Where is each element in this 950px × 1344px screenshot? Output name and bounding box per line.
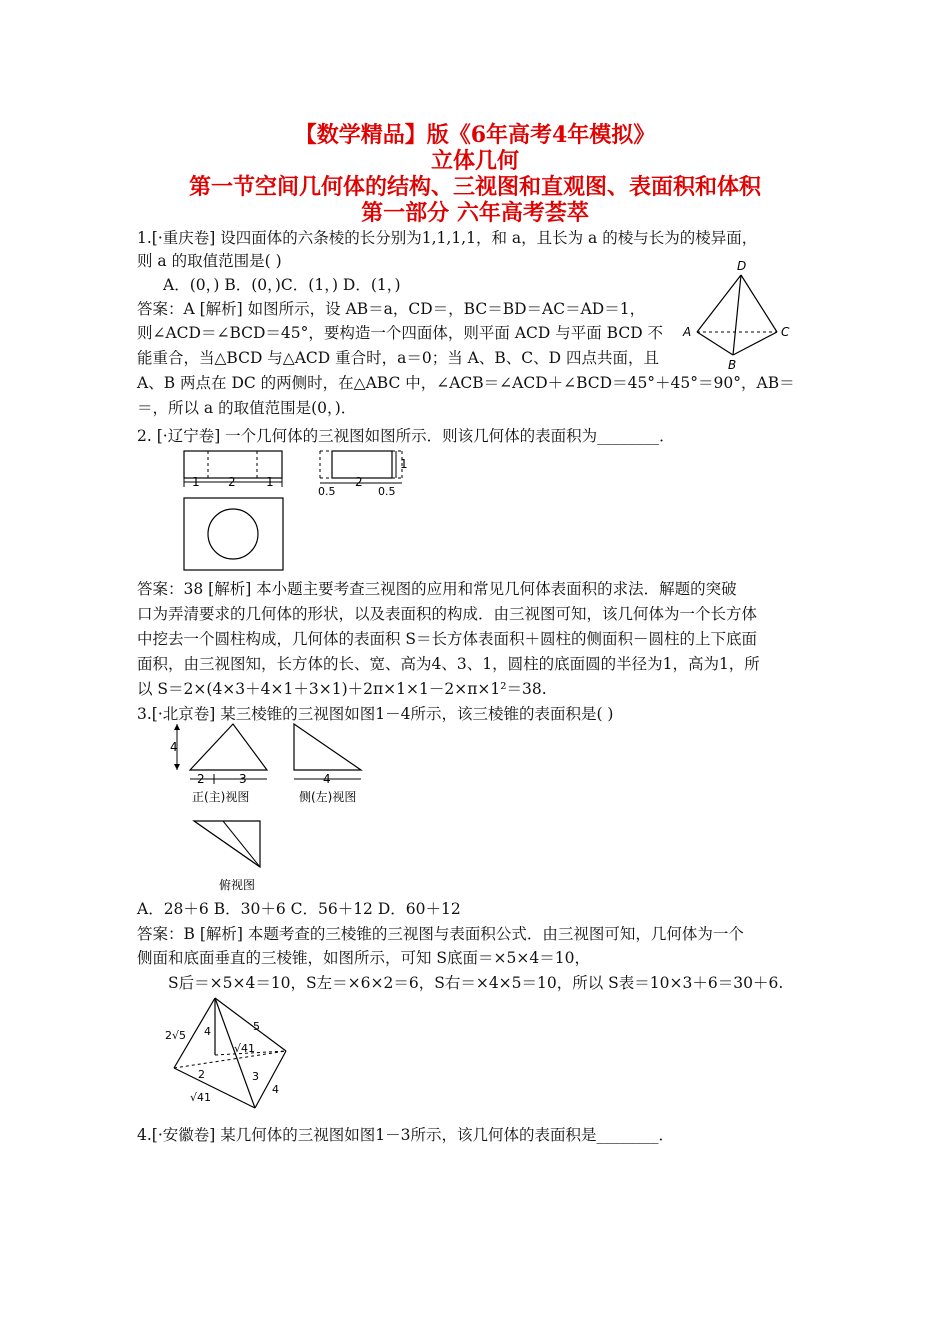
q2-dim-3: 1 [266, 475, 274, 489]
q3-dim-h: 4 [170, 740, 178, 754]
q3-edge-2r5: 2√5 [165, 1029, 187, 1042]
q2-answer-line3: 中挖去一个圆柱构成，几何体的表面积 S＝长方体表面积＋圆柱的侧面积－圆柱的上下底面 [137, 630, 758, 648]
q3-answer-line1: 答案：B [解析] 本题考查的三棱锥的三视图与表面积公式．由三视图可知，几何体为一个 [137, 925, 744, 943]
q3-dim-3: 3 [239, 772, 247, 786]
q2-dim-4: 0.5 [318, 485, 336, 498]
q3-dim-2: 2 [197, 772, 205, 786]
q1-answer-line2: 则∠ACD＝∠BCD＝45°，要构造一个四面体，则平面 ACD 与平面 BCD 不 [137, 324, 664, 342]
q3-answer-line3: S后＝×5×4＝10，S左＝×6×2＝6，S右＝×4×5＝10，所以 S表＝10×3＋6＝30＋6. [168, 974, 784, 992]
q3-answer-line2: 侧面和底面垂直的三棱锥，如图所示，可知 S底面＝×5×4＝10， [137, 949, 590, 967]
q3-edge-2: 2 [198, 1068, 205, 1081]
q1-answer-line1: 答案：A [解析] 如图所示，设 AB＝a，CD＝，BC＝BD＝AC＝AD＝1， [137, 300, 646, 318]
q2-answer-line1: 答案：38 [解析] 本小题主要考查三视图的应用和常见几何体表面积的求法．解题的突破 [137, 580, 737, 598]
q1-answer-line4: A、B 两点在 DC 的两侧时，在△ABC 中，∠ACB＝∠ACD＋∠BCD＝45°＋45°＝90°，AB＝ [137, 374, 795, 392]
q2-dim-6: 0.5 [378, 485, 396, 498]
q2-stem: 2. [·辽宁卷] 一个几何体的三视图如图所示．则该几何体的表面积为________． [137, 427, 675, 445]
section-title: 第一节空间几何体的结构、三视图和直观图、表面积和体积 [188, 174, 761, 200]
q3-edge-3: 3 [252, 1070, 259, 1083]
q1-answer-line3: 能重合，当△BCD 与△ACD 重合时，a＝0；当 A、B、C、D 四点共面，且 [137, 349, 659, 367]
q1-answer-line5: ＝，所以 a 的取值范围是(0，)． [137, 399, 357, 417]
q2-dim-h: 1 [400, 457, 408, 471]
q3-edge-r41b: √41 [190, 1091, 212, 1104]
q3-dim-4: 4 [323, 772, 331, 786]
q1-options: A．(0，) B．(0，)C．(1，) D．(1，) [163, 276, 401, 294]
q2-answer-line5: 以 S＝2×(4×3＋4×1＋3×1)＋2π×1×1－2×π×1²＝38. [137, 680, 547, 698]
q3-pyramid-figure [160, 995, 320, 1107]
q1-stem-line1: 1.[·重庆卷] 设四面体的六条棱的长分别为1,1,1,1，和 a，且长为 a 的棱与长为的棱异面， [137, 229, 758, 247]
q3-edge-4b: 4 [272, 1083, 279, 1096]
q2-answer-line2: 口为弄清要求的几何体的形状，以及表面积的构成．由三视图可知，该几何体为一个长方体 [137, 605, 758, 623]
q2-dim-1: 1 [192, 475, 200, 489]
q1-tetrahedron-figure [680, 258, 800, 373]
doc-title: 【数学精品】版《6年高考4年模拟》 [294, 122, 656, 148]
q1-label-c: C [781, 325, 790, 339]
part-title: 第一部分 六年高考荟萃 [361, 200, 589, 226]
q3-top-label: 俯视图 [219, 878, 256, 892]
q2-dim-5: 2 [355, 475, 363, 489]
q3-options: A．28＋6 B．30＋6 C．56＋12 D．60＋12 [137, 900, 461, 918]
q2-answer-line4: 面积，由三视图知，长方体的长、宽、高为4、3、1，圆柱的底面圆的半径为1，高为1，所 [137, 655, 760, 673]
q1-label-a: A [683, 325, 692, 339]
q3-edge-r41a: √41 [234, 1042, 256, 1055]
q1-stem-line2: 则 a 的取值范围是( ) [137, 252, 282, 270]
q3-edge-4a: 4 [204, 1025, 211, 1038]
q4-stem: 4.[·安徽卷] 某几何体的三视图如图1－3所示，该几何体的表面积是________． [137, 1126, 674, 1144]
q2-three-views-figure [170, 447, 430, 575]
q2-dim-2: 2 [228, 475, 236, 489]
q3-front-label: 正(主)视图 [192, 790, 250, 804]
q3-side-label: 侧(左)视图 [299, 790, 357, 804]
q3-stem: 3.[·北京卷] 某三棱锥的三视图如图1－4所示，该三棱锥的表面积是( ) [137, 705, 614, 723]
q3-edge-5: 5 [253, 1020, 260, 1033]
q3-three-views-figure [165, 722, 385, 897]
q1-label-b: B [728, 358, 737, 372]
q1-label-d: D [737, 259, 747, 273]
doc-subtitle: 立体几何 [430, 148, 519, 174]
